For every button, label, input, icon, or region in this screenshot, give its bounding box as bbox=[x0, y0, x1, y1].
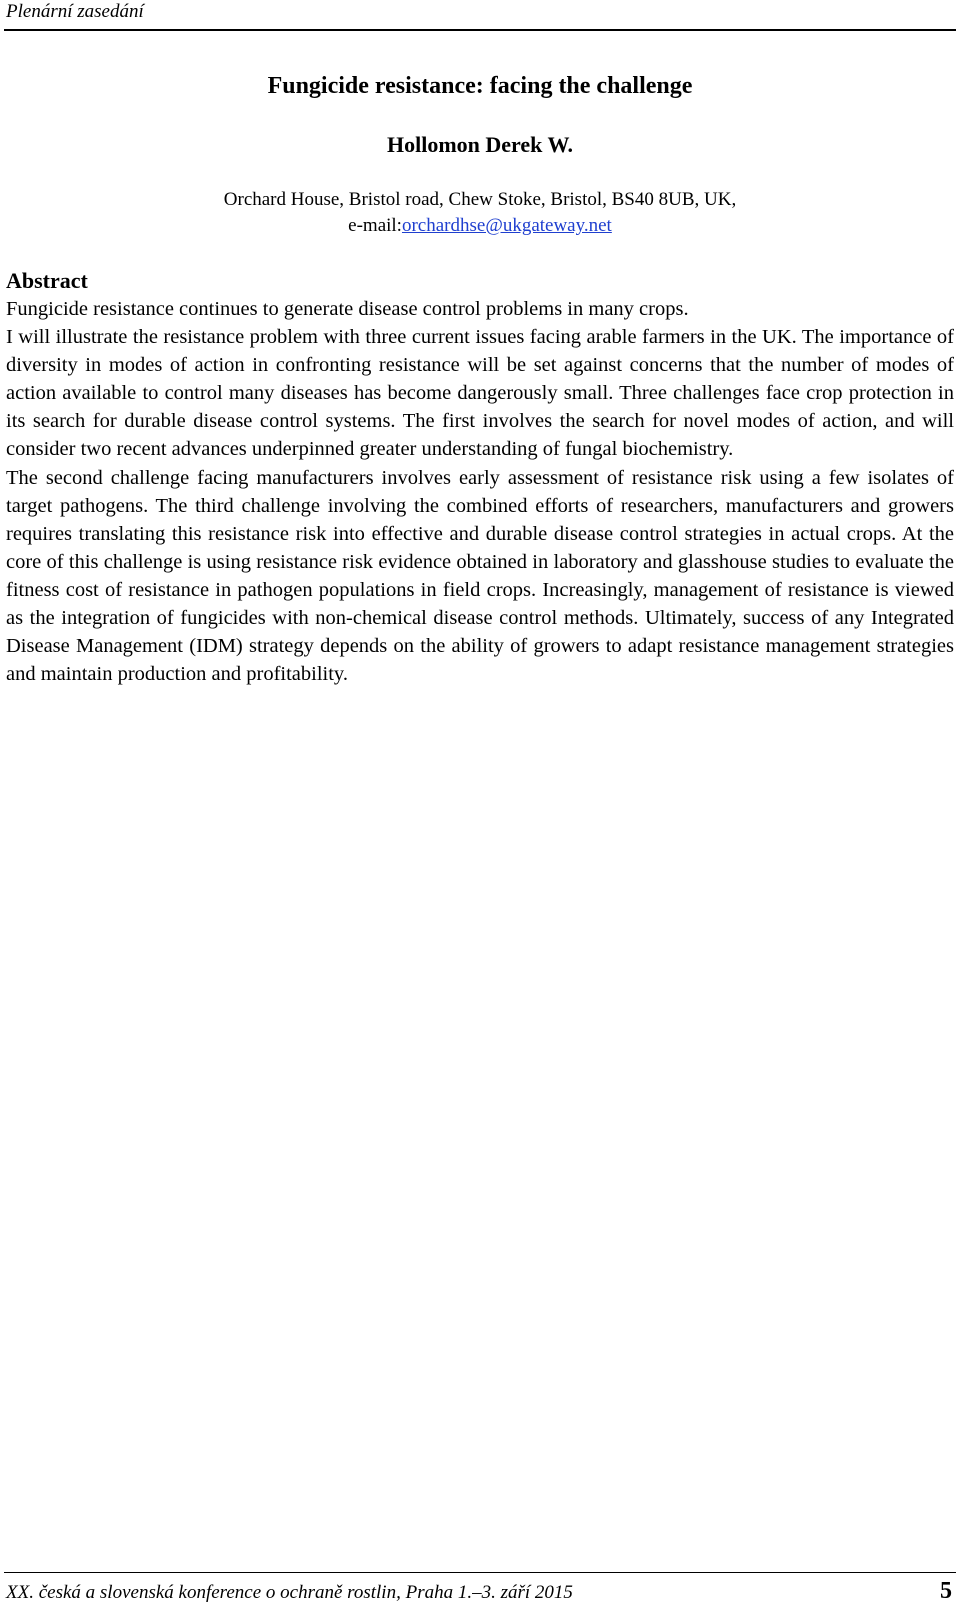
footer-divider bbox=[4, 1572, 956, 1573]
page-number: 5 bbox=[940, 1578, 952, 1604]
author-name: Hollomon Derek W. bbox=[386, 132, 573, 157]
abstract-paragraph: I will illustrate the resistance problem with three current issues facing arable farmers in the UK. The importance of diversity in modes of action in confronting resistance will be set against concerns that the number of modes of action available to control many diseases has become dangerously small. Three challenges face crop protection in its search for durable disease control systems. The first involves the search for novel modes of action, and will consider two recent advances underpinned greater understanding of fungal biochemistry. bbox=[6, 326, 954, 461]
email-link[interactable]: orchardhse@ukgateway.net bbox=[401, 215, 612, 236]
author-email-line bbox=[0, 214, 960, 238]
abstract-heading: Abstract bbox=[6, 268, 88, 293]
abstract-paragraph: The second challenge facing manufacturers involves early assessment of resistance risk using a few isolates of target pathogens. The third challenge involving the combined efforts of researchers, manufacturers and growers requires translating this resistance risk into effective and durable disease control strategies in actual crops. At the core of this challenge is using resistance risk evidence obtained in laboratory and glasshouse studies to evaluate the fitness cost of resistance in pathogen populations in field crops. Increasingly, management of resistance is viewed as the integration of fungicides with non-chemical disease control methods. Ultimately, success of any Integrated Disease Management (IDM) strategy depends on the ability of growers to adapt resistance management strategies and maintain production and profitability. bbox=[6, 466, 954, 686]
abstract-body bbox=[6, 295, 954, 688]
running-header: Plenární zasedání bbox=[6, 1, 144, 22]
abstract-paragraph: Fungicide resistance continues to generate disease control problems in many crops. bbox=[6, 298, 689, 320]
email-label: e-mail: bbox=[348, 215, 402, 236]
paper-title: Fungicide resistance: facing the challenge bbox=[267, 73, 693, 99]
header-divider bbox=[4, 29, 956, 31]
author-address: Orchard House, Bristol road, Chew Stoke, Bristol, BS40 8UB, UK, bbox=[223, 189, 737, 210]
footer-conference: XX. česká a slovenská konference o ochraně rostlin, Praha 1.–3. září 2015 bbox=[6, 1582, 573, 1603]
